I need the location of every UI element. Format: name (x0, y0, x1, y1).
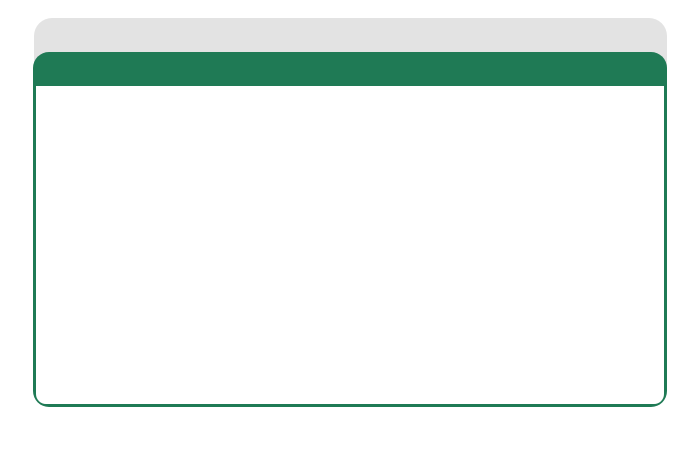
calendar-grid (36, 86, 664, 404)
weekday-header (33, 52, 667, 86)
